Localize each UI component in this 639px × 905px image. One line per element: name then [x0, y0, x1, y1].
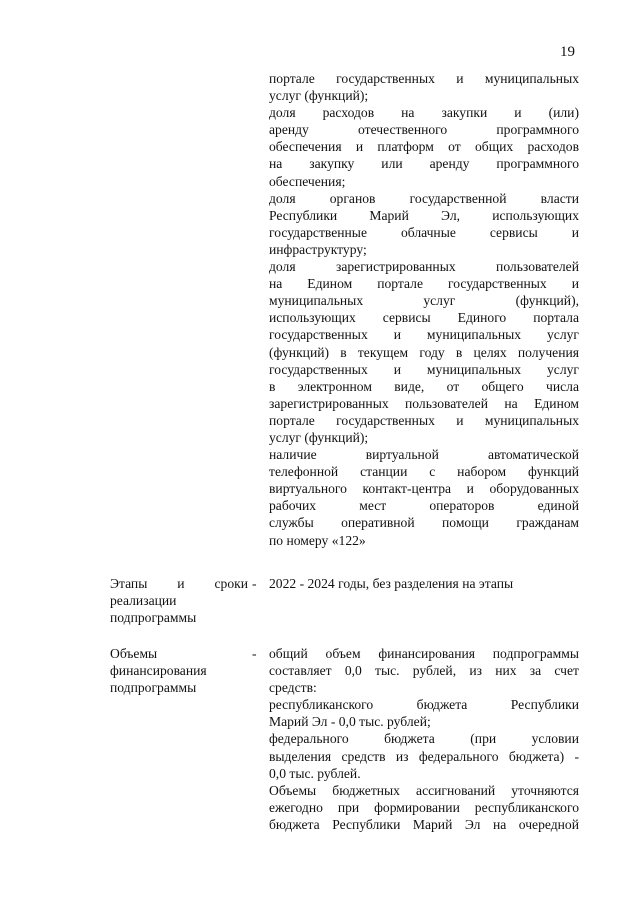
stages-value: 2022 - 2024 годы, без разделения на этапы	[269, 576, 514, 591]
page-number: 19	[560, 44, 575, 60]
label-line: реализации	[110, 593, 177, 609]
label-line: Объемы	[110, 646, 158, 661]
label-line: подпрограммы	[110, 610, 197, 626]
text-line: службы оперативной помощи гражданам	[269, 515, 579, 531]
text-line: телефонной станции с набором функций	[269, 464, 579, 480]
text-line: Объемы бюджетных ассигнований уточняются	[269, 782, 579, 798]
text-line: государственные облачные сервисы и	[269, 224, 579, 240]
label-line: Этапы и сроки	[110, 576, 248, 591]
funding-dash: -	[252, 646, 257, 661]
continued-indicators-text	[269, 70, 579, 549]
text-line: на закупку или аренду программного	[269, 156, 579, 172]
text-line: бюджета Республики Марий Эл на очередной	[269, 816, 579, 832]
text-line: зарегистрированных пользователей на Едином	[269, 395, 579, 411]
text-line: общий объем финансирования подпрограммы	[269, 646, 579, 661]
text-line: рабочих мест операторов единой	[269, 498, 579, 514]
text-line: портале государственных и муниципальных	[269, 412, 579, 428]
text-line: в электронном виде, от общего числа	[269, 378, 579, 394]
text-line: наличие виртуальной автоматической	[269, 447, 579, 463]
text-line: средств:	[269, 680, 317, 696]
text-line: обеспечения;	[269, 173, 346, 189]
text-line: федерального бюджета (при условии	[269, 731, 579, 747]
text-line: обеспечения и платформ от общих расходов	[269, 139, 579, 155]
text-line: Марий Эл - 0,0 тыс. рублей;	[269, 714, 431, 730]
text-line: на Едином портале государственных и	[269, 276, 579, 292]
text-line: услуг (функций);	[269, 88, 369, 104]
funding-label	[110, 645, 248, 696]
text-line: услуг (функций);	[269, 429, 369, 445]
text-line: государственных и муниципальных услуг	[269, 361, 579, 377]
text-line: республиканского бюджета Республики	[269, 697, 579, 713]
text-line: выделения средств из федерального бюджета) -	[269, 748, 579, 764]
text-line: аренду отечественного программного	[269, 122, 579, 138]
stages-label	[110, 575, 248, 626]
text-line: ежегодно при формировании республиканского	[269, 799, 579, 815]
text-line: доля зарегистрированных пользователей	[269, 259, 579, 275]
funding-value	[269, 645, 579, 833]
text-line: доля расходов на закупки и (или)	[269, 105, 579, 121]
text-line: 0,0 тыс. рублей.	[269, 765, 361, 781]
text-line: по номеру «122»	[269, 532, 366, 548]
text-line: Республики Марий Эл, использующих	[269, 207, 579, 223]
text-line: портале государственных и муниципальных	[269, 71, 579, 86]
text-line: государственных и муниципальных услуг	[269, 327, 579, 343]
text-line: виртуального контакт-центра и оборудованных	[269, 481, 579, 497]
text-line: инфраструктуру;	[269, 241, 367, 257]
label-line: финансирования	[110, 663, 207, 679]
text-line: использующих сервисы Единого портала	[269, 310, 579, 326]
stages-dash: -	[252, 576, 257, 591]
label-line: подпрограммы	[110, 680, 197, 696]
text-line: составляет 0,0 тыс. рублей, из них за счет	[269, 663, 579, 679]
text-line: доля органов государственной власти	[269, 190, 579, 206]
text-line: (функций) в текущем году в целях получения	[269, 344, 579, 360]
text-line: муниципальных услуг (функций),	[269, 293, 579, 309]
